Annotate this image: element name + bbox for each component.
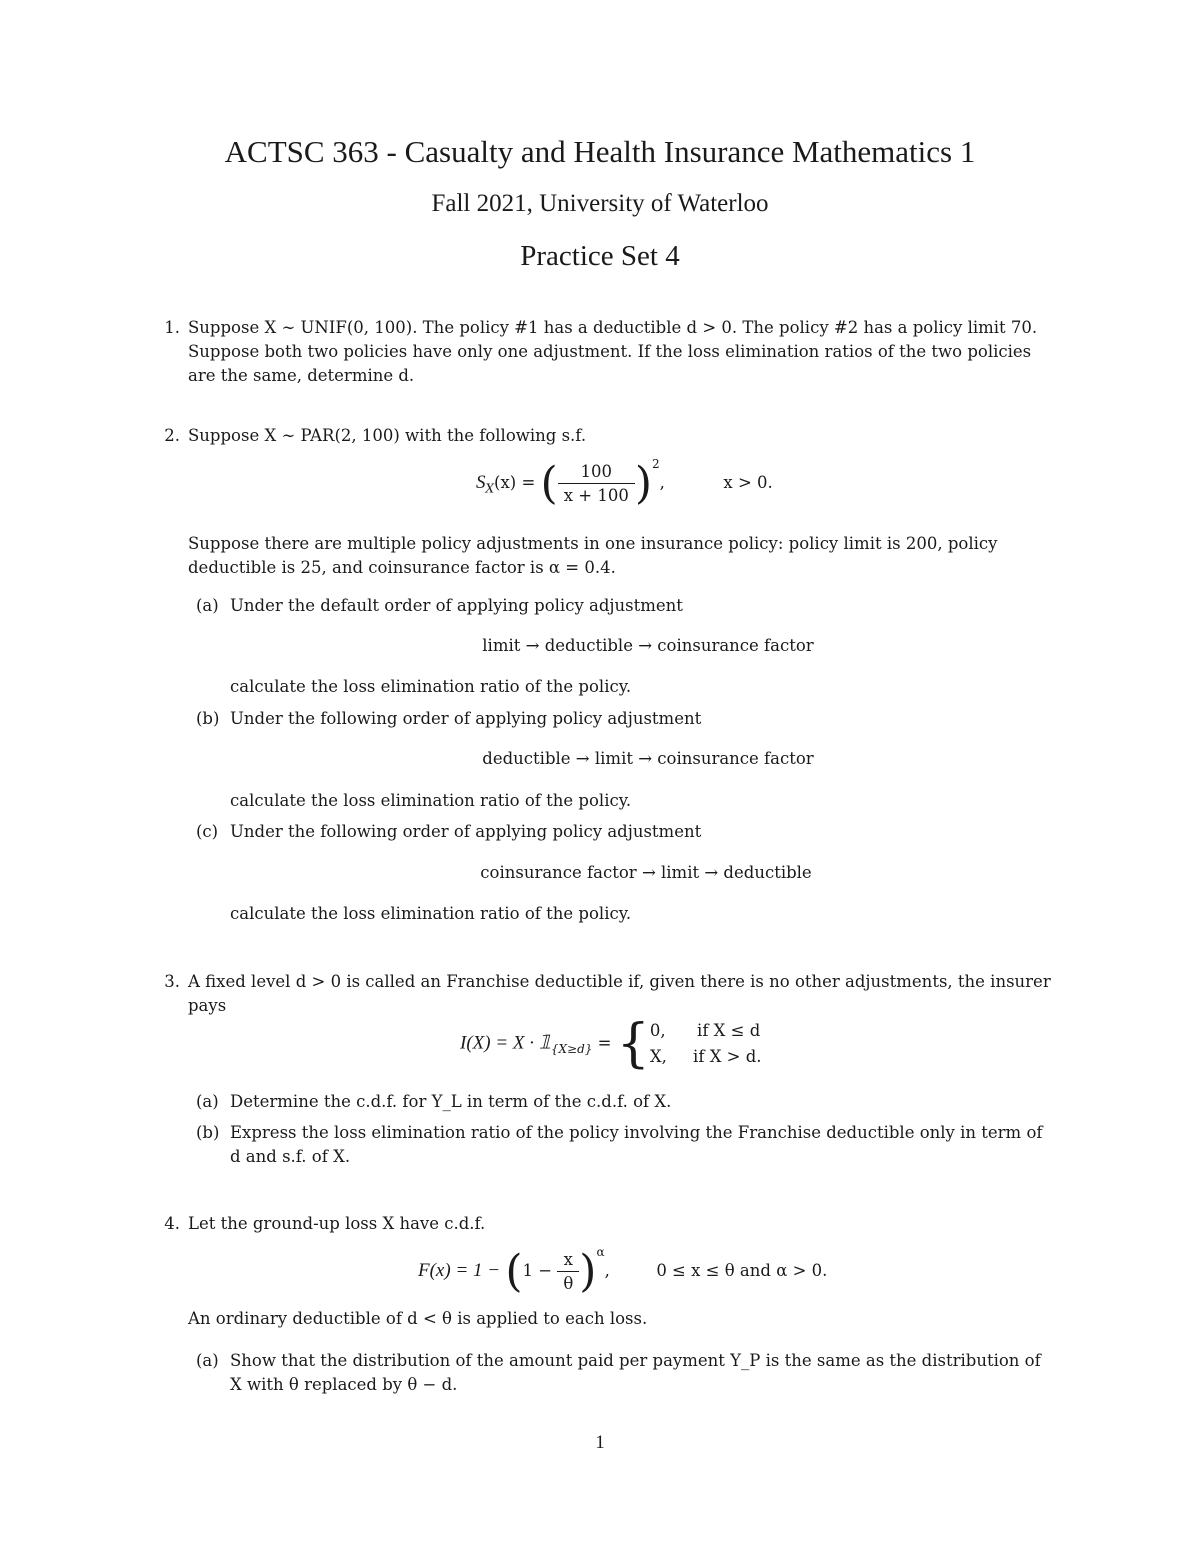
part-text: Under the default order of applying policy adjustment [230, 596, 683, 615]
cdf-equation: F(x) = 1 − (1 − $\frac{x}{\theta}$ )$^\alpha$, 0 ≤ x ≤ θ and α > 0. [418, 1245, 828, 1297]
question-text: Suppose X ∼ UNIF(0, 100). The policy #1 has a deductible d > 0. The policy #2 has a policy limit 70. [188, 318, 1038, 337]
part-label: (a) [196, 1092, 219, 1111]
page-number: 1 [595, 1432, 605, 1453]
question-text: An ordinary deductible of d < θ is applied to each loss. [188, 1309, 648, 1328]
question-number: 4. [164, 1214, 180, 1233]
part-text: Under the following order of applying policy adjustment [230, 709, 702, 728]
survival-function-equation: $S_X(x)$ = ( $\frac{100}{x + 100}$ )$^2$, x > 0. [476, 457, 773, 509]
eq-lhs: F(x) = 1 − [418, 1260, 501, 1281]
adjustment-order: deductible → limit → coinsurance factor [482, 749, 814, 768]
question-text: Suppose both two policies have only one adjustment. If the loss elimination ratios of the two policies [188, 342, 1032, 361]
eq-condition: 0 ≤ x ≤ θ and α > 0. [656, 1261, 828, 1280]
question-text: Suppose X ∼ PAR(2, 100) with the following s.f. [188, 426, 587, 445]
eq-sub: X [485, 481, 495, 496]
question-number: 1. [164, 318, 180, 337]
document-title: ACTSC 363 - Casualty and Health Insurance Mathematics 1 [224, 134, 976, 169]
question-number: 3. [164, 972, 180, 991]
part-label: (a) [196, 1351, 219, 1370]
part-label: (b) [196, 1123, 220, 1142]
eq-lhs: S [476, 472, 486, 493]
eq-power: 2 [652, 457, 660, 471]
eq-case: 0, if X ≤ d [649, 1021, 761, 1040]
part-text: calculate the loss elimination ratio of the policy. [230, 904, 632, 923]
eq-inner: 1 − [522, 1261, 553, 1280]
eq-numerator: 100 [558, 462, 635, 484]
question-number: 2. [164, 426, 180, 445]
eq-numerator: x [557, 1250, 579, 1272]
part-label: (b) [196, 709, 220, 728]
part-text: Under the following order of applying policy adjustment [230, 822, 702, 841]
practice-set-title: Practice Set 4 [520, 240, 680, 272]
part-text: Determine the c.d.f. for Y_L in term of the c.d.f. of X. [230, 1092, 672, 1111]
eq-power: α [596, 1245, 605, 1259]
question-text: pays [188, 996, 227, 1015]
eq-arg: (x) = [494, 473, 536, 492]
eq-condition: x > 0. [723, 473, 773, 492]
eq-indicator: {X≥d} [550, 1041, 593, 1056]
adjustment-order: limit → deductible → coinsurance factor [482, 636, 814, 655]
eq-case: X, if X > d. [649, 1047, 762, 1066]
eq-lhs: I(X) = X · 𝟙 [460, 1032, 551, 1054]
adjustment-order: coinsurance factor → limit → deductible [480, 863, 812, 882]
question-text: deductible is 25, and coinsurance factor is α = 0.4. [188, 558, 616, 577]
part-text: calculate the loss elimination ratio of the policy. [230, 677, 632, 696]
question-text: are the same, determine d. [188, 366, 415, 385]
part-text: X with θ replaced by θ − d. [230, 1375, 458, 1394]
part-text: Express the loss elimination ratio of the policy involving the Franchise deductible only in term of [230, 1123, 1043, 1142]
question-text: Suppose there are multiple policy adjustments in one insurance policy: policy limit is 200, policy [188, 534, 998, 553]
part-text: calculate the loss elimination ratio of the policy. [230, 791, 632, 810]
eq-equals: = [597, 1033, 612, 1053]
question-text: A fixed level d > 0 is called an Franchise deductible if, given there is no other adjustments, the insurer [188, 972, 1051, 991]
part-label: (a) [196, 596, 219, 615]
franchise-payment-equation: $I(X) = X \cdot 𝟙_{\{X\ge d\}}$ = { 0, if X ≤ d X, if X > d. [460, 1014, 762, 1074]
part-text: Show that the distribution of the amount paid per payment Y_P is the same as the distribution of [230, 1351, 1041, 1370]
question-text: Let the ground-up loss X have c.d.f. [188, 1214, 486, 1233]
document-subtitle: Fall 2021, University of Waterloo [431, 190, 769, 217]
eq-denominator: x + 100 [563, 486, 629, 505]
part-label: (c) [196, 822, 219, 841]
eq-denominator: θ [563, 1274, 574, 1293]
part-text: d and s.f. of X. [230, 1147, 351, 1166]
